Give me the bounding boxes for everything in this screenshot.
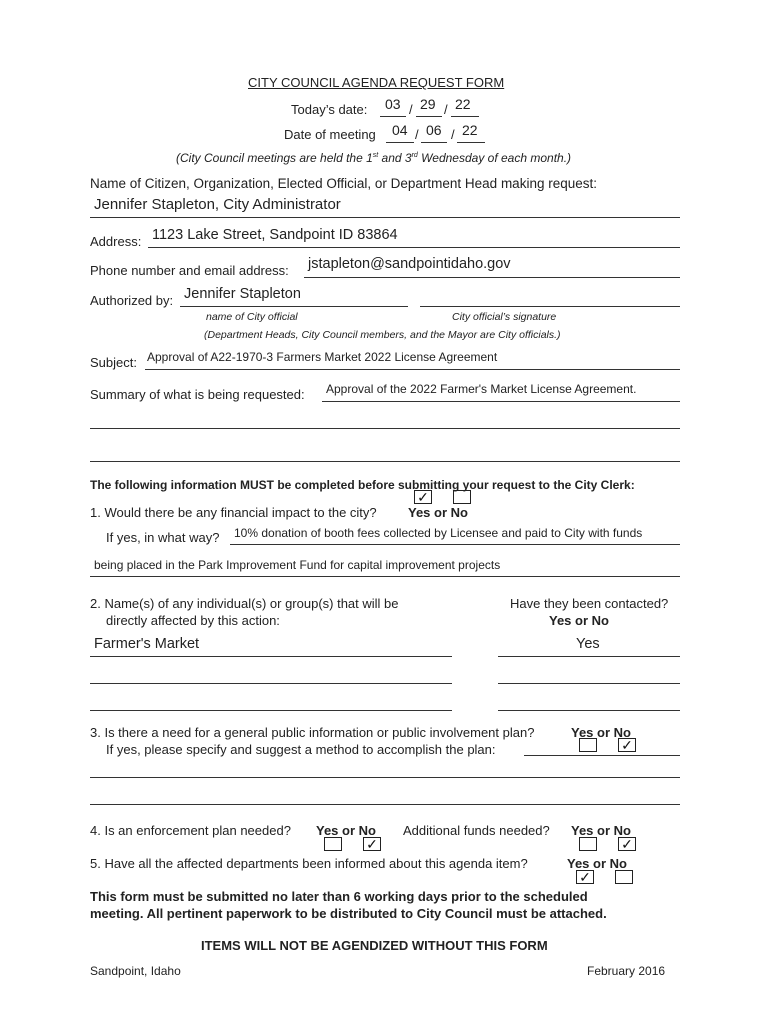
todays-date-year[interactable]: 22 xyxy=(455,96,471,112)
q1-question: 1. Would there be any financial impact to the city? xyxy=(90,505,377,520)
q2-name-line[interactable] xyxy=(90,710,452,711)
q4-no-checkbox[interactable]: ✓ xyxy=(363,837,381,851)
q4-question: 4. Is an enforcement plan needed? xyxy=(90,823,291,838)
summary-line[interactable] xyxy=(90,461,680,462)
q2-contacted-label: Have they been contacted? xyxy=(510,596,669,611)
date-separator: / xyxy=(409,102,413,117)
q1-yes-checkbox[interactable]: ✓ xyxy=(414,490,432,504)
q1-yes-or-no: Yes or No xyxy=(408,505,468,520)
form-title: CITY COUNCIL AGENDA REQUEST FORM xyxy=(248,75,505,90)
meeting-date-year[interactable]: 22 xyxy=(462,122,478,138)
q3-plan-line[interactable] xyxy=(90,804,680,805)
requester-label: Name of Citizen, Organization, Elected Official, or Department Head making request: xyxy=(90,176,597,191)
subject-value[interactable]: Approval of A22-1970-3 Farmers Market 2022 License Agreement xyxy=(147,350,498,364)
q3-plan-line[interactable] xyxy=(90,777,680,778)
footer-location: Sandpoint, Idaho xyxy=(90,964,181,978)
q2-contacted-yes-or-no: Yes or No xyxy=(549,613,609,628)
contact-label: Phone number and email address: xyxy=(90,263,289,278)
q2-contacted-entry[interactable]: Yes xyxy=(576,636,600,652)
officials-note: (Department Heads, City Council members, and the Mayor are City officials.) xyxy=(204,329,561,341)
q4-yes-or-no: Yes or No xyxy=(316,823,376,838)
address-label: Address: xyxy=(90,234,142,249)
q3-question-line2: If yes, please specify and suggest a method to accomplish the plan: xyxy=(106,742,496,757)
q1-if-yes-label: If yes, in what way? xyxy=(106,530,220,545)
footer-date: February 2016 xyxy=(587,964,666,978)
authorized-value[interactable]: Jennifer Stapleton xyxy=(184,286,301,302)
todays-date-day[interactable]: 29 xyxy=(420,96,436,112)
q5-question: 5. Have all the affected departments been informed about this agenda item? xyxy=(90,856,528,871)
date-separator: / xyxy=(451,127,455,142)
summary-label: Summary of what is being requested: xyxy=(90,387,305,402)
meeting-schedule-note: (City Council meetings are held the 1st and 3rd Wednesday of each month.) xyxy=(176,151,572,165)
name-caption: name of City official xyxy=(206,311,298,323)
meeting-date-label: Date of meeting xyxy=(284,127,376,142)
summary-value[interactable]: Approval of the 2022 Farmer's Market License Agreement. xyxy=(326,382,637,396)
date-separator: / xyxy=(444,102,448,117)
q2-contacted-line[interactable] xyxy=(498,710,680,711)
q4-funds-no-checkbox[interactable]: ✓ xyxy=(618,837,636,851)
q4-funds-yes-or-no: Yes or No xyxy=(571,823,631,838)
q4-funds-yes-checkbox[interactable] xyxy=(579,837,597,851)
agendize-warning: ITEMS WILL NOT BE AGENDIZED WITHOUT THIS FORM xyxy=(201,938,548,953)
signature-caption: City official’s signature xyxy=(452,311,557,323)
q4-funds-question: Additional funds needed? xyxy=(403,823,550,838)
deadline-line2: meeting. All pertinent paperwork to be distributed to City Council must be attached. xyxy=(90,906,607,921)
q3-no-checkbox[interactable]: ✓ xyxy=(618,738,636,752)
q1-if-yes-line1[interactable]: 10% donation of booth fees collected by Licensee and paid to City with funds xyxy=(234,526,643,540)
q2-contacted-line[interactable] xyxy=(498,683,680,684)
q5-no-checkbox[interactable] xyxy=(615,870,633,884)
q1-if-yes-line2[interactable]: being placed in the Park Improvement Fund for capital improvement projects xyxy=(94,558,501,572)
todays-date-month[interactable]: 03 xyxy=(385,96,401,112)
deadline-line1: This form must be submitted no later than 6 working days prior to the scheduled xyxy=(90,889,588,904)
q3-yes-or-no: Yes or No xyxy=(571,725,631,740)
q2-question-line1: 2. Name(s) of any individual(s) or group(s) that will be xyxy=(90,596,399,611)
summary-line[interactable] xyxy=(90,428,680,429)
q2-name-entry[interactable]: Farmer's Market xyxy=(94,636,200,652)
q1-no-checkbox[interactable] xyxy=(453,490,471,504)
q3-question-line1: 3. Is there a need for a general public information or public involvement plan? xyxy=(90,725,535,740)
requester-value[interactable]: Jennifer Stapleton, City Administrator xyxy=(94,196,341,213)
q5-yes-or-no: Yes or No xyxy=(567,856,627,871)
q2-name-line[interactable] xyxy=(90,683,452,684)
subject-label: Subject: xyxy=(90,355,137,370)
date-separator: / xyxy=(415,127,419,142)
meeting-date-month[interactable]: 04 xyxy=(392,122,408,138)
instructions: The following information MUST be completed before submitting your request to the City Clerk: xyxy=(90,478,635,492)
q3-yes-checkbox[interactable] xyxy=(579,738,597,752)
q5-yes-checkbox[interactable]: ✓ xyxy=(576,870,594,884)
meeting-date-day[interactable]: 06 xyxy=(426,122,442,138)
q4-yes-checkbox[interactable] xyxy=(324,837,342,851)
todays-date-label: Today’s date: xyxy=(291,102,368,117)
address-value[interactable]: 1123 Lake Street, Sandpoint ID 83864 xyxy=(152,227,398,243)
authorized-label: Authorized by: xyxy=(90,293,174,308)
q2-question-line2: directly affected by this action: xyxy=(106,613,280,628)
contact-value[interactable]: jstapleton@sandpointidaho.gov xyxy=(308,256,511,272)
